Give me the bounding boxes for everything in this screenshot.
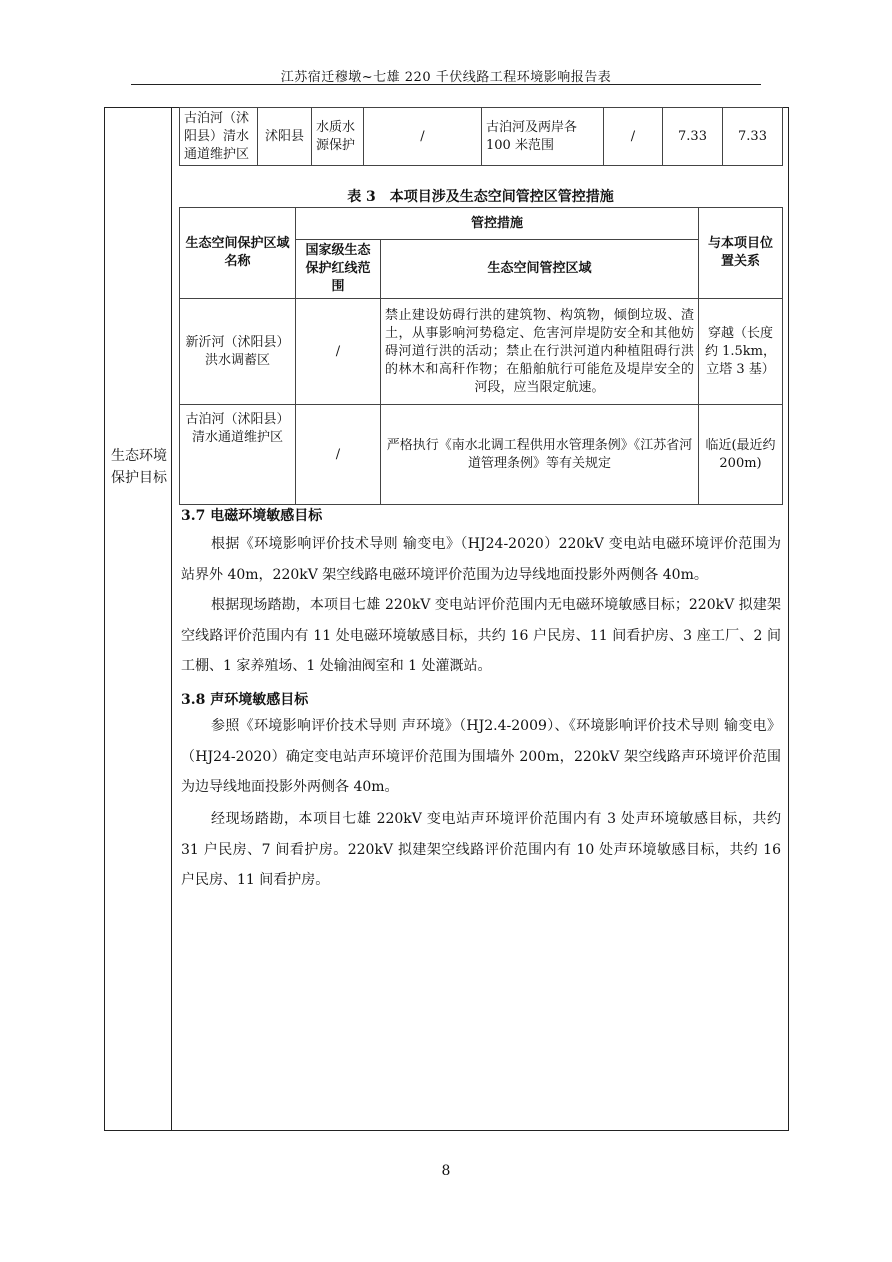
cell-national: / bbox=[364, 108, 482, 166]
row2-relation: 临近(最近约 200m) bbox=[699, 405, 783, 505]
row1-measures: 禁止建设妨碍行洪的建筑物、构筑物，倾倒垃圾、渣土，从事影响河势稳定、危害河岸堤防安全和其他妨碍河道行洪的活动；禁止在行洪河道内种植阻碍行洪的林木和高秆作物；在船舶航行可能危及堤岸安全的河段，应当限定航速。 bbox=[381, 299, 699, 405]
table-row bbox=[180, 108, 783, 166]
section-3-8-para-2: 经现场踏勘，本项目七雄 220kV 变电站声环境评价范围内有 3 处声环境敏感目标，共约 31 户民房、7 间看护房。220kV 拟建架空线路评价范围内有 10 处声环境敏感目标，共约 16 户民房、11 间看护房。 bbox=[181, 811, 781, 888]
table-row bbox=[180, 405, 783, 505]
row1-name: 新沂河（沭阳县）洪水调蓄区 bbox=[180, 299, 296, 405]
section-3-8-heading: 3.8 声环境敏感目标 bbox=[181, 692, 309, 708]
th-area-name: 生态空间保护区域名称 bbox=[180, 208, 296, 299]
cell-c8: 7.33 bbox=[723, 108, 783, 166]
th-eco-space: 生态空间管控区域 bbox=[381, 240, 699, 299]
continued-table bbox=[179, 107, 783, 166]
cell-area-name: 古泊河（沭阳县）清水通道维护区 bbox=[180, 108, 258, 166]
side-label: 生态环境保护目标 bbox=[111, 448, 167, 486]
row2-name: 古泊河（沭阳县）清水通道维护区 bbox=[180, 405, 296, 505]
cell-county: 沭阳县 bbox=[258, 108, 312, 166]
section-3-7-para-2: 根据现场踏勘，本项目七雄 220kV 变电站评价范围内无电磁环境敏感目标；220kV 拟建架空线路评价范围内有 11 处电磁环境敏感目标，共约 16 户民房、11 间看护房、3 座工厂、2 间工棚、1 家养殖场、1 处输油阀室和 1 处灌溉站。 bbox=[181, 597, 781, 674]
row2-measures: 严格执行《南水北调工程供用水管理条例》《江苏省河道管理条例》等有关规定 bbox=[381, 405, 699, 505]
page-header-title: 江苏宿迁穆墩~七雄 220 千伏线路工程环境影响报告表 bbox=[280, 70, 612, 85]
section-3-8-para-1: 参照《环境影响评价技术导则 声环境》（HJ2.4-2009）、《环境影响评价技术导则 输变电》（HJ24-2020）确定变电站声环境评价范围为围墙外 200m，220kV 架空线路声环境评价范围为边导线地面投影外两侧各 40m。 bbox=[181, 718, 781, 795]
row1-national: / bbox=[296, 299, 381, 405]
th-measures: 管控措施 bbox=[296, 208, 699, 240]
row1-relation: 穿越（长度约 1.5km，立塔 3 基） bbox=[699, 299, 783, 405]
section-3-7-heading: 3.7 电磁环境敏感目标 bbox=[181, 508, 323, 524]
cell-c7: 7.33 bbox=[663, 108, 723, 166]
row2-national: / bbox=[296, 405, 381, 505]
cell-c6: / bbox=[604, 108, 663, 166]
header-rule bbox=[131, 84, 761, 85]
frame-divider bbox=[171, 107, 172, 1131]
table3 bbox=[179, 207, 783, 505]
cell-scope: 古泊河及两岸各 100 米范围 bbox=[482, 108, 604, 166]
th-relation: 与本项目位置关系 bbox=[699, 208, 783, 299]
page-number: 8 bbox=[441, 1163, 451, 1179]
th-national-redline: 国家级生态保护红线范围 bbox=[296, 240, 381, 299]
cell-type: 水质水源保护 bbox=[312, 108, 364, 166]
section-3-7-para-1: 根据《环境影响评价技术导则 输变电》（HJ24-2020）220kV 变电站电磁环境评价范围为站界外 40m，220kV 架空线路电磁环境评价范围为边导线地面投影外两侧各 40m。 bbox=[181, 536, 781, 583]
table-row bbox=[180, 299, 783, 405]
table3-title: 表 3 本项目涉及生态空间管控区管控措施 bbox=[347, 189, 614, 205]
